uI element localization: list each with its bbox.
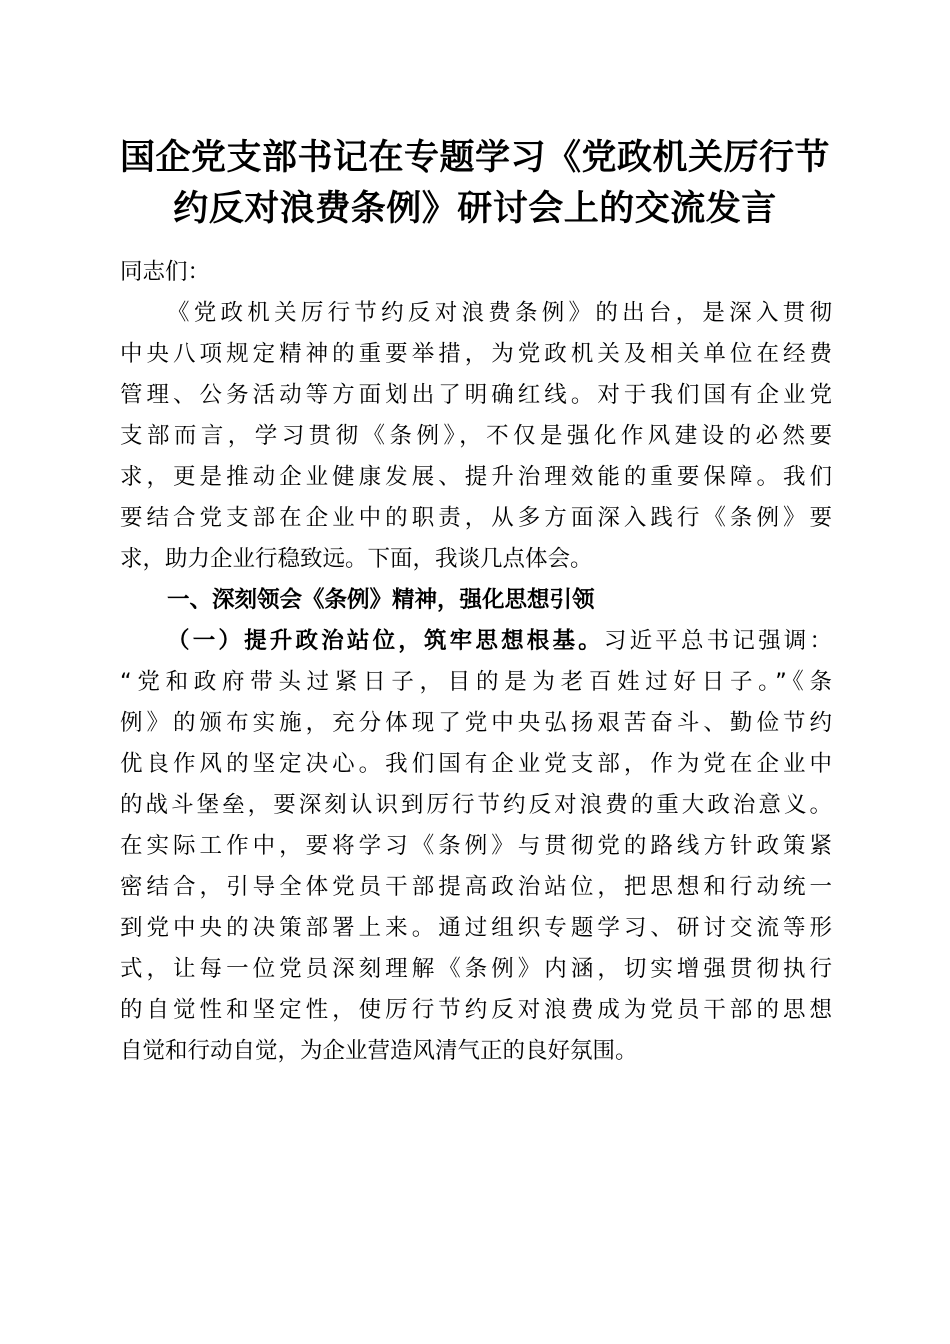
section-heading: 一、深刻领会《条例》精神，强化思想引领 [167,587,595,613]
paragraph-line: 在实际工作中，要将学习《条例》与贯彻党的路线方针政策紧 [120,833,832,859]
subsection-paragraph [120,621,832,1072]
paragraph-line: 管理、公务活动等方面划出了明确红线。对于我们国有企业党 [120,382,832,408]
paragraph-line: 中央八项规定精神的重要举措，为党政机关及相关单位在经费 [120,341,832,367]
title-line-2: 约反对浪费条例》研讨会上的交流发言 [173,188,777,229]
paragraph-line: 《党政机关厉行节约反对浪费条例》的出台，是深入贯彻 [167,300,832,326]
title-line-1: 国企党支部书记在专题学习《党政机关厉行节 [119,137,830,178]
paragraph-line: 的自觉性和坚定性，使厉行节约反对浪费成为党员干部的思想 [120,997,832,1023]
paragraph-line: 求，更是推动企业健康发展、提升治理效能的重要保障。我们 [120,464,832,490]
paragraph-line: 例》的颁布实施，充分体现了党中央弘扬艰苦奋斗、勤俭节约 [120,710,832,736]
paragraph-line: 密结合，引导全体党员干部提高政治站位，把思想和行动统一 [120,874,832,900]
paragraph-line: 求，助力企业行稳致远。下面，我谈几点体会。 [120,546,593,572]
paragraph-line: 的战斗堡垒，要深刻认识到厉行节约反对浪费的重大政治意义。 [120,792,832,818]
subsection-lead: （一）提升政治站位，筑牢思想根基。 [167,628,604,654]
paragraph-line: 式，让每一位党员深刻理解《条例》内涵，切实增强贯彻执行 [120,956,832,982]
subsection-lead-rest: 习近平总书记强调： [603,628,832,654]
paragraph-line: 要结合党支部在企业中的职责，从多方面深入践行《条例》要 [120,505,832,531]
paragraph-line: 自觉和行动自觉，为企业营造风清气正的良好氛围。 [120,1038,638,1064]
salutation: 同志们： [120,259,211,285]
document-body [120,252,832,1072]
paragraph-line: 支部而言，学习贯彻《条例》，不仅是强化作风建设的必然要 [120,423,832,449]
paragraph-line-first [120,621,832,662]
paragraph-line: “党和政府带头过紧日子，目的是为老百姓过好日子。”《条 [120,669,832,695]
document-title [100,132,850,234]
paragraph-line: 优良作风的坚定决心。我们国有企业党支部，作为党在企业中 [120,751,832,777]
paragraph-line: 到党中央的决策部署上来。通过组织专题学习、研讨交流等形 [120,915,832,941]
intro-paragraph [120,293,832,580]
